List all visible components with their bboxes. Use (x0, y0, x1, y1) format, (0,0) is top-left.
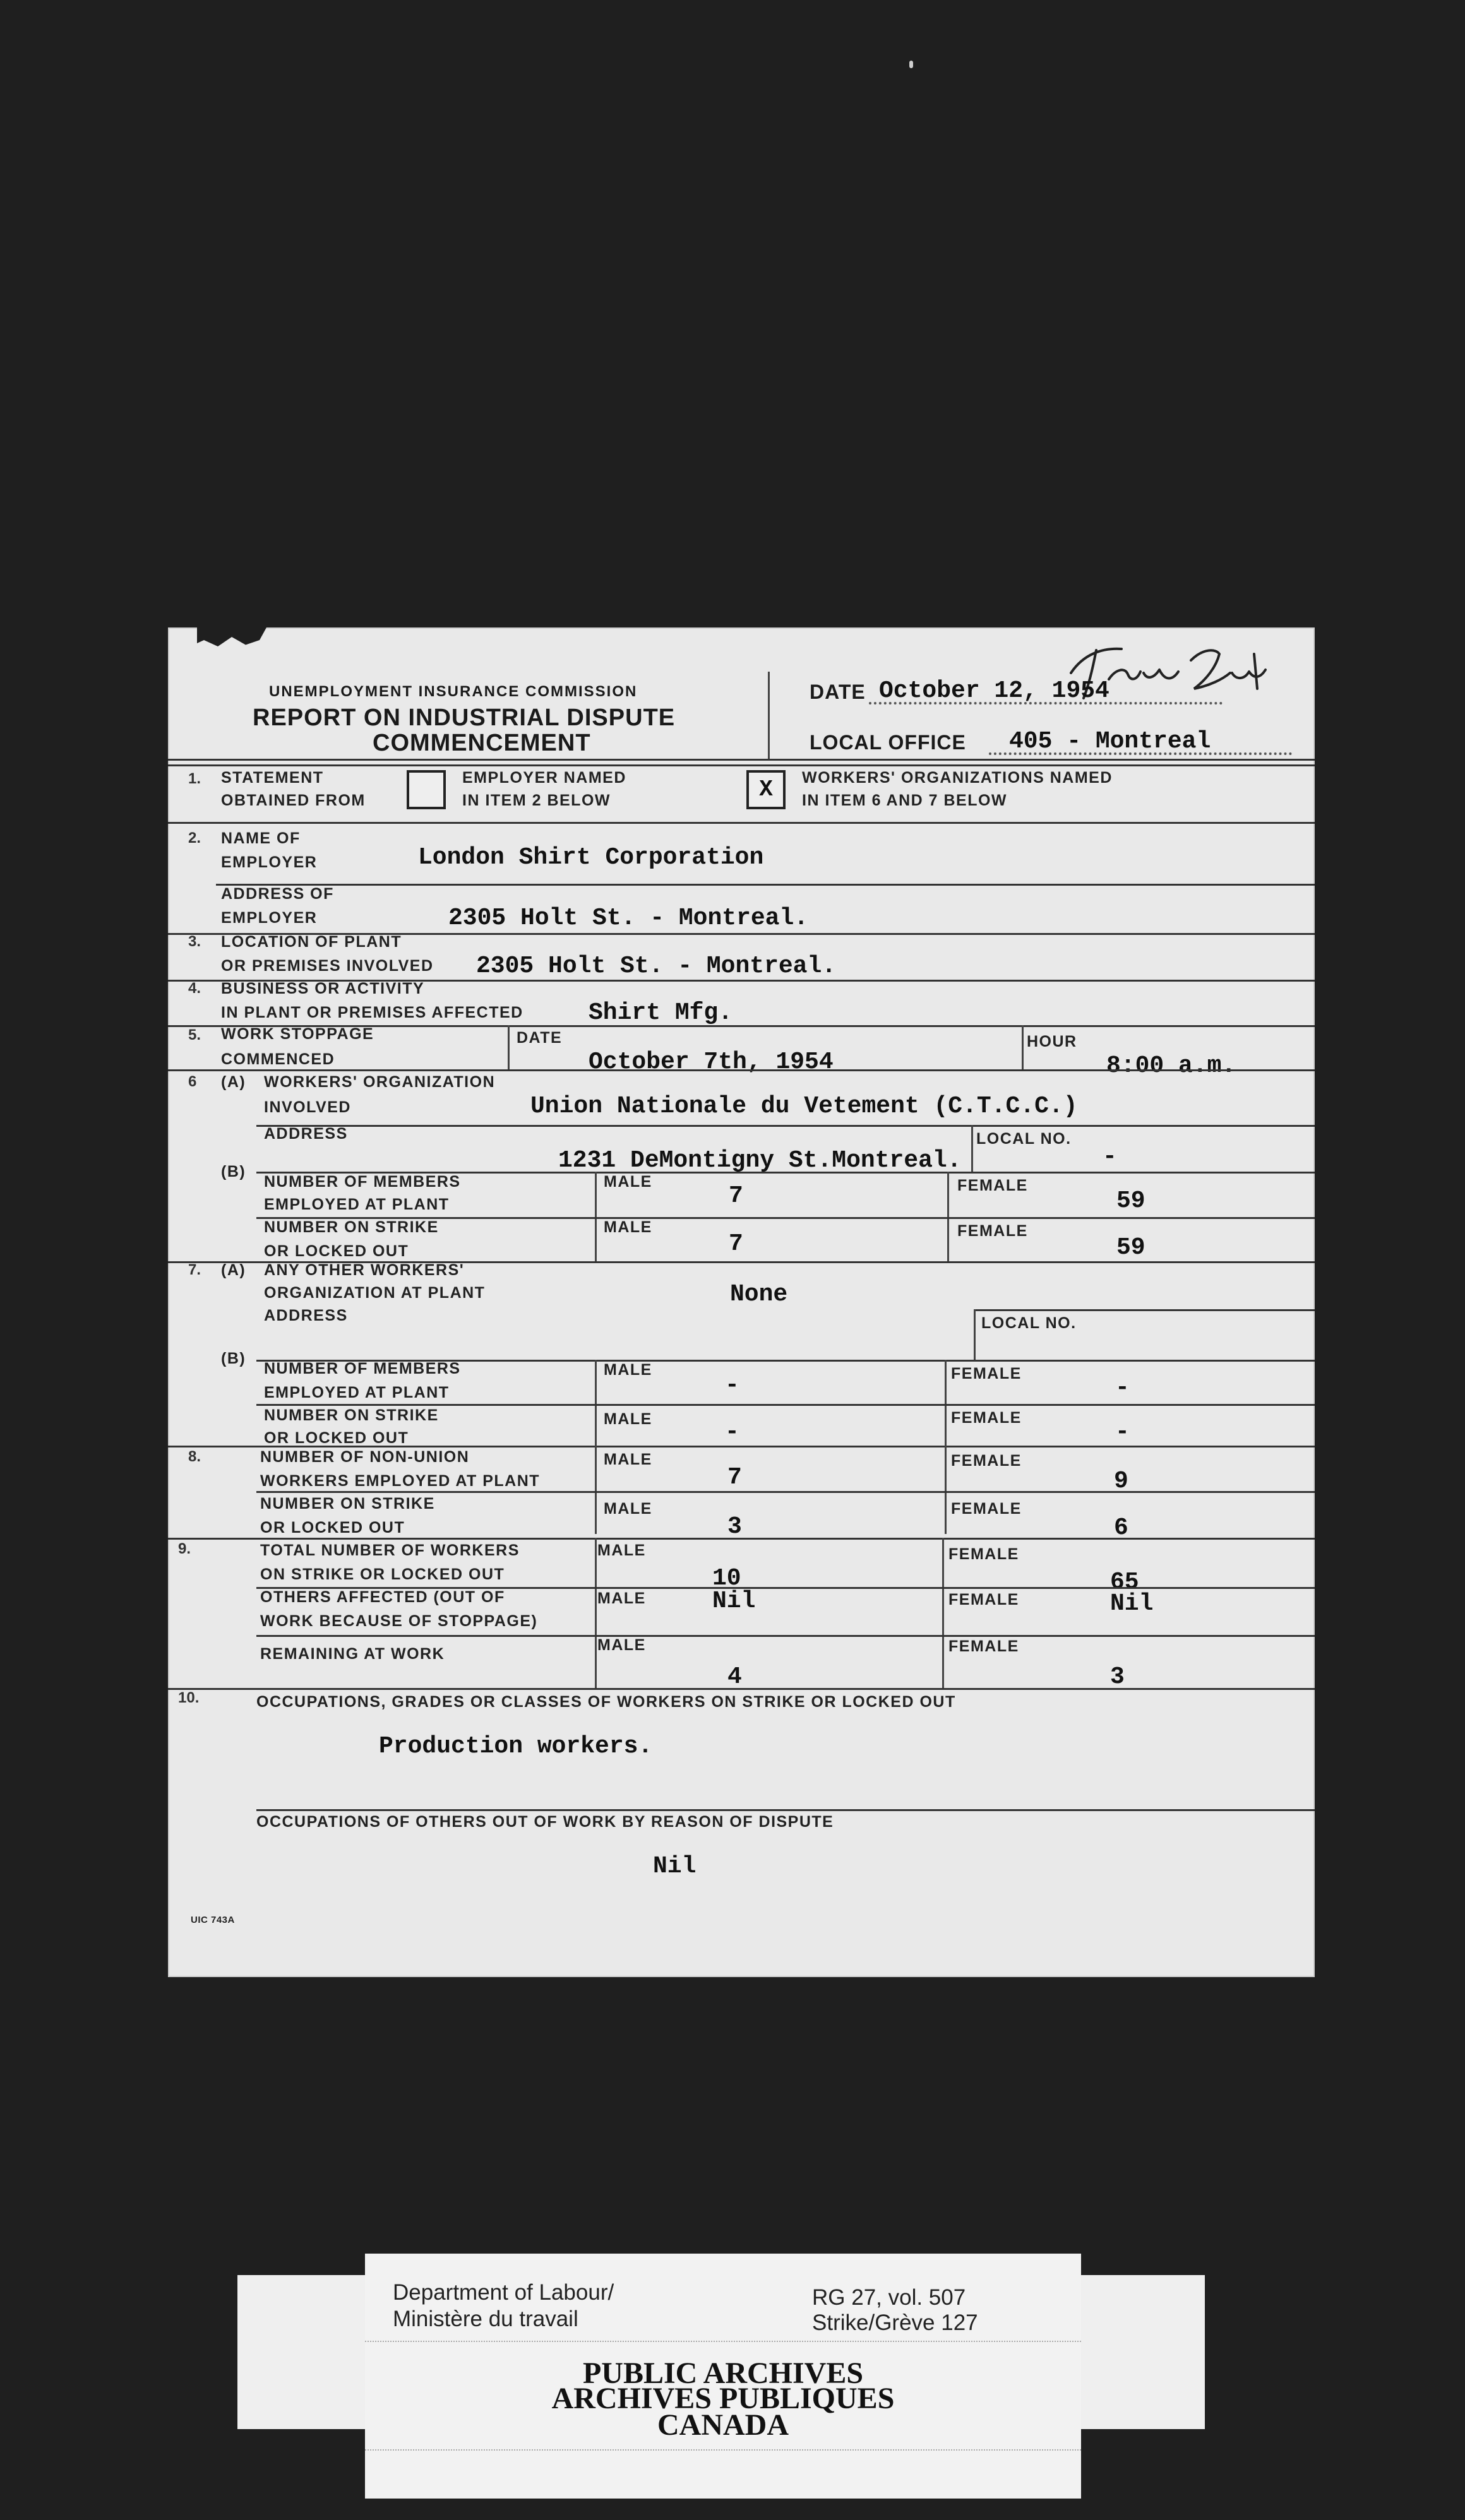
item6-strike-female: 59 (1116, 1234, 1145, 1261)
film-speck (909, 61, 913, 68)
item6-members-male: 7 (729, 1182, 743, 1209)
stoppage-hour: 8:00 a.m. (1106, 1052, 1236, 1079)
stoppage-date: October 7th, 1954 (589, 1049, 834, 1076)
item6-members-female: 59 (1116, 1187, 1145, 1215)
commission-name: UNEMPLOYMENT INSURANCE COMMISSION (269, 683, 638, 700)
archive-dept-line2: Ministère du travail (393, 2307, 578, 2331)
item8-nonunion-male: 7 (727, 1464, 742, 1491)
employer-name: London Shirt Corporation (418, 844, 764, 871)
archive-dept-line1: Department of Labour/ (393, 2280, 614, 2305)
item7-strike-male: - (725, 1418, 739, 1446)
total-on-strike-female: 65 (1110, 1569, 1139, 1596)
plant-location: 2305 Holt St. - Montreal. (476, 953, 837, 980)
striking-occupations: Production workers. (379, 1733, 653, 1760)
total-on-strike-male: 10 (712, 1565, 741, 1592)
remaining-at-work-male: 4 (727, 1663, 742, 1691)
item6-strike-male: 7 (729, 1230, 743, 1257)
workers-org-local-no: - (1103, 1143, 1117, 1170)
employer-address: 2305 Holt St. - Montreal. (448, 905, 809, 932)
others-affected-female: Nil (1110, 1590, 1154, 1617)
dispute-report-form: UNEMPLOYMENT INSURANCE COMMISSION REPORT ON INDUSTRIAL DISPUTE COMMENCEMENT DATE October 12, 1954 LOCAL OFFICE 405 - Montreal 1. STATEMENT OBTAINED FROM EMPLOYER NAMED IN ITEM 2 BELOW X WORKERS' ORGANIZATIONS NAMED IN ITEM 6 AND 7 BELOW 2. NAME OF EMPLOYER London Shirt Corporation ADDRESS OF EMPLOYER 2305 Holt St. - Montreal. 3. LOCATION OF PLANT OR PREMISES INVOLVED 2305 Holt St. - Montreal. 4. BUSINESS OR ACTIVITY IN PLANT OR PREMISES AFFECTED Shirt Mfg. 5. WORK STOPPAGE COMMENCED DATE October 7th, 1954 HOUR 8:00 a.m. 6 (A) WORKERS' ORGANIZATION INVOLVED Union Nationale du Vetement (C.T.C.C.) ADDRESS 1231 DeMontigny St.Montreal. LOCAL NO. - (B) NUMBER OF MEMBERS EMPLOYED AT PLANT MALE 7 FEMALE 59 NUMBER ON STRIKE OR LOCKED OUT MALE 7 FEMALE 59 7. (A) ANY OTHER WORKERS' ORGANIZATION AT PLANT None ADDRESS LOCAL NO. (B) NUMBER OF MEMBERS EMPLOYED AT PLANT MALE - FEMALE - NUMBER ON STRIKE OR LOCKED OUT MALE - FEMALE - 8. NUMBER OF NON-UNION WORKERS EMPLOYED AT PLANT MALE 7 FEMALE 9 NUMBER ON STRIKE OR LOCKED OUT MALE 3 FEMALE 6 9. TOTAL NUMBER OF WORKERS ON STRIKE OR LOCKED OUT MALE 10 FEMALE 65 OTHERS AFFECTED (OUT OF WORK BECAUSE OF STOPPAGE) MALE Nil FEMALE Nil REMAINING AT WORK MALE 4 FEMALE 3 10. OCCUPATIONS, GRADES OR CLASSES OF WORKERS ON STRIKE OR LOCKED OUT Production workers. OCCUPATIONS OF OTHERS OUT OF WORK BY REASON OF DISPUTE Nil UIC 743A (168, 627, 1315, 1977)
local-office-label: LOCAL OFFICE (810, 731, 966, 754)
item7-strike-female: - (1115, 1418, 1130, 1446)
report-subtitle: COMMENCEMENT (373, 730, 591, 756)
local-office-value: 405 - Montreal (1009, 728, 1211, 755)
others-out-occupations: Nil (653, 1853, 697, 1880)
archive-ref-line2: Strike/Grève 127 (812, 2310, 978, 2335)
workers-org-checkbox[interactable]: X (746, 770, 786, 809)
item8-nonunion-female: 9 (1114, 1468, 1128, 1495)
workers-org-address: 1231 DeMontigny St.Montreal. (558, 1147, 962, 1174)
archive-ref-line1: RG 27, vol. 507 (812, 2285, 966, 2310)
torn-corner (197, 627, 266, 659)
business-activity: Shirt Mfg. (589, 999, 733, 1026)
other-org-name: None (730, 1281, 788, 1308)
report-title: REPORT ON INDUSTRIAL DISPUTE (253, 704, 676, 731)
archives-line1: PUBLIC ARCHIVES (582, 2357, 864, 2390)
item8-strike-female: 6 (1114, 1514, 1128, 1542)
item7-members-male: - (725, 1372, 739, 1399)
employer-checkbox[interactable] (407, 770, 446, 809)
archives-line2: ARCHIVES PUBLIQUES (551, 2382, 895, 2415)
date-label: DATE (810, 681, 866, 703)
item8-strike-male: 3 (727, 1513, 742, 1540)
workers-org-name: Union Nationale du Vetement (C.T.C.C.) (530, 1093, 1078, 1120)
others-affected-male: Nil (712, 1588, 756, 1615)
item7-members-female: - (1115, 1374, 1130, 1401)
remaining-at-work-female: 3 (1110, 1663, 1125, 1691)
archives-line3: CANADA (657, 2408, 789, 2442)
report-date: October 12, 1954 (879, 677, 1109, 704)
form-code: UIC 743A (191, 1915, 235, 1925)
